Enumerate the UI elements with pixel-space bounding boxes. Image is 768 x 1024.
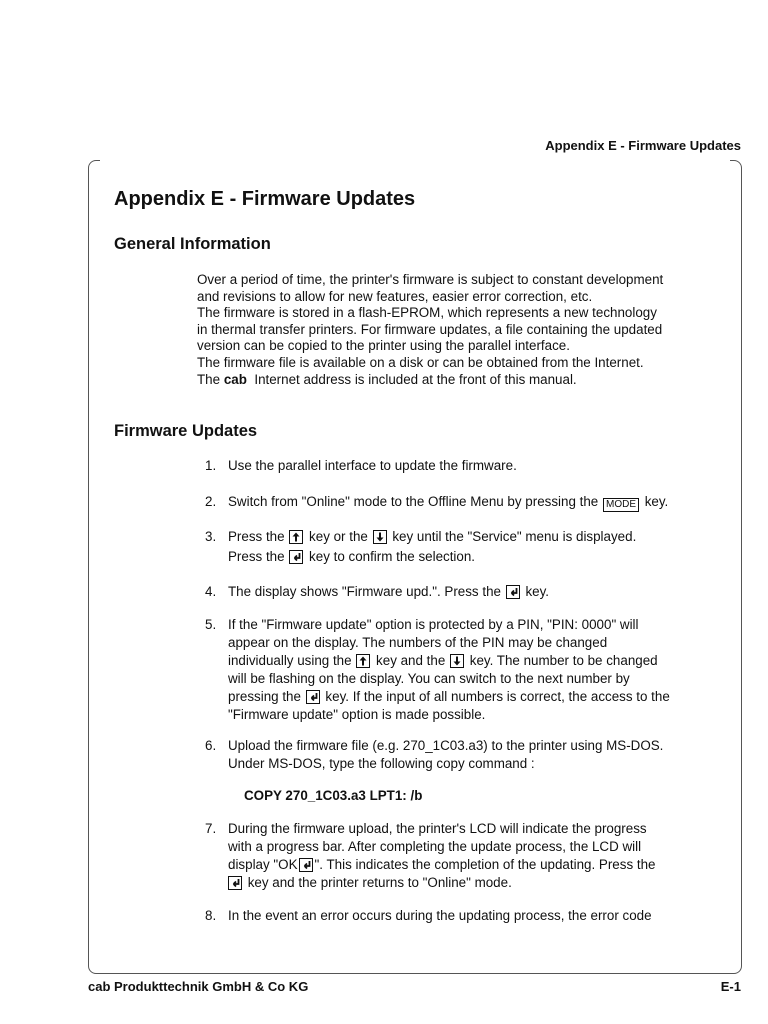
intro-line: and revisions to allow for new features, easier error correction, etc. — [197, 288, 593, 304]
enter-key-icon — [299, 858, 313, 872]
item-number: 6. — [205, 738, 217, 753]
item-text-line — [228, 874, 727, 892]
item-text — [228, 583, 727, 601]
item-text-part: The display shows "Firmware upd.". Press the — [228, 584, 501, 599]
item-text-part: key. If the input of all numbers is correct, the access to the — [325, 689, 670, 704]
mode-key-icon: MODE — [603, 498, 639, 512]
item-text-line: appear on the display. The numbers of the PIN may be changed — [228, 635, 608, 650]
item-text-part: pressing the — [228, 689, 301, 704]
item-text-line — [228, 688, 727, 706]
copy-command: COPY 270_1C03.a3 LPT1: /b — [244, 788, 423, 803]
item-text-line: "Firmware update" option is made possible. — [228, 707, 486, 722]
item-text-part: key or the — [309, 529, 368, 544]
item-text-part: Switch from "Online" mode to the Offline Menu by pressing the — [228, 494, 599, 509]
intro-line: Over a period of time, the printer's firmware is subject to constant development — [197, 272, 664, 287]
running-header: Appendix E - Firmware Updates — [545, 138, 741, 153]
intro-suffix: Internet address is included at the front of this manual. — [254, 371, 577, 387]
item-text-part: ". This indicates the completion of the updating. Press the — [314, 857, 656, 872]
brand-name: cab — [223, 371, 247, 387]
item-text-part: individually using the — [228, 653, 352, 668]
list-item — [197, 616, 727, 724]
page-title: Appendix E - Firmware Updates — [114, 188, 416, 210]
item-text-part: key until the "Service" menu is displayed. — [392, 529, 637, 544]
item-text-line: with a progress bar. After completing the update process, the LCD will — [228, 839, 642, 854]
item-text-line — [228, 856, 727, 874]
arrow-down-key-icon — [450, 654, 464, 668]
item-text-part: key and the — [376, 653, 446, 668]
intro-line: in thermal transfer printers. For firmware updates, a file containing the updated — [197, 321, 663, 337]
list-item — [197, 907, 727, 925]
intro-prefix: The — [197, 371, 221, 387]
item-number: 7. — [205, 821, 217, 836]
page-number: E-1 — [720, 979, 741, 994]
item-text: In the event an error occurs during the updating process, the error code — [228, 908, 652, 923]
item-text — [228, 528, 727, 566]
general-information-heading: General Information — [114, 235, 271, 253]
item-number: 5. — [205, 617, 217, 632]
intro-line: The firmware is stored in a flash-EPROM, which represents a new technology — [197, 305, 657, 321]
item-text — [228, 493, 727, 512]
footer-company: cab Produkttechnik GmbH & Co KG — [88, 979, 309, 994]
item-text-line: Upload the firmware file (e.g. 270_1C03.a3) to the printer using MS-DOS. — [228, 738, 664, 753]
item-text-line — [228, 652, 727, 670]
item-text-part: key. — [525, 584, 550, 599]
list-item — [197, 820, 727, 892]
item-text-part: display "OK — [228, 857, 298, 872]
list-item — [197, 457, 727, 475]
item-text — [228, 820, 727, 892]
item-number: 8. — [205, 908, 217, 923]
item-number: 2. — [205, 494, 217, 509]
item-text-line: Under MS-DOS, type the following copy command : — [228, 756, 535, 771]
list-item — [197, 493, 727, 512]
item-text-part: key. — [644, 494, 669, 509]
list-item — [197, 737, 727, 773]
general-information-text — [197, 272, 727, 388]
item-text-part: key to confirm the selection. — [309, 549, 476, 564]
enter-key-icon — [228, 876, 242, 890]
enter-key-icon — [506, 585, 520, 599]
item-text-part: key. The number to be changed — [469, 653, 658, 668]
item-number: 4. — [205, 584, 217, 599]
intro-line: version can be copied to the printer using the parallel interface. — [197, 338, 570, 354]
item-text-line: will be flashing on the display. You can switch to the next number by — [228, 671, 630, 686]
item-text: Use the parallel interface to update the firmware. — [228, 458, 517, 473]
item-text-line: During the firmware upload, the printer's LCD will indicate the progress — [228, 821, 647, 836]
list-item — [197, 528, 727, 566]
item-number: 1. — [205, 458, 217, 473]
intro-line — [197, 372, 727, 389]
firmware-updates-heading: Firmware Updates — [114, 422, 258, 440]
arrow-up-key-icon — [289, 530, 303, 544]
frame-notch — [100, 160, 730, 163]
item-text — [228, 616, 727, 724]
item-text — [228, 737, 727, 773]
intro-line: The firmware file is available on a disk or can be obtained from the Internet. — [197, 354, 644, 370]
arrow-up-key-icon — [356, 654, 370, 668]
item-text-part: Press the — [228, 549, 285, 564]
item-text-line: If the "Firmware update" option is protected by a PIN, "PIN: 0000" will — [228, 617, 639, 632]
arrow-down-key-icon — [373, 530, 387, 544]
item-number: 3. — [205, 529, 217, 544]
enter-key-icon — [289, 550, 303, 564]
enter-key-icon — [306, 690, 320, 704]
item-text-part: key and the printer returns to "Online" mode. — [247, 875, 512, 890]
item-text-part: Press the — [228, 529, 285, 544]
list-item — [197, 583, 727, 601]
